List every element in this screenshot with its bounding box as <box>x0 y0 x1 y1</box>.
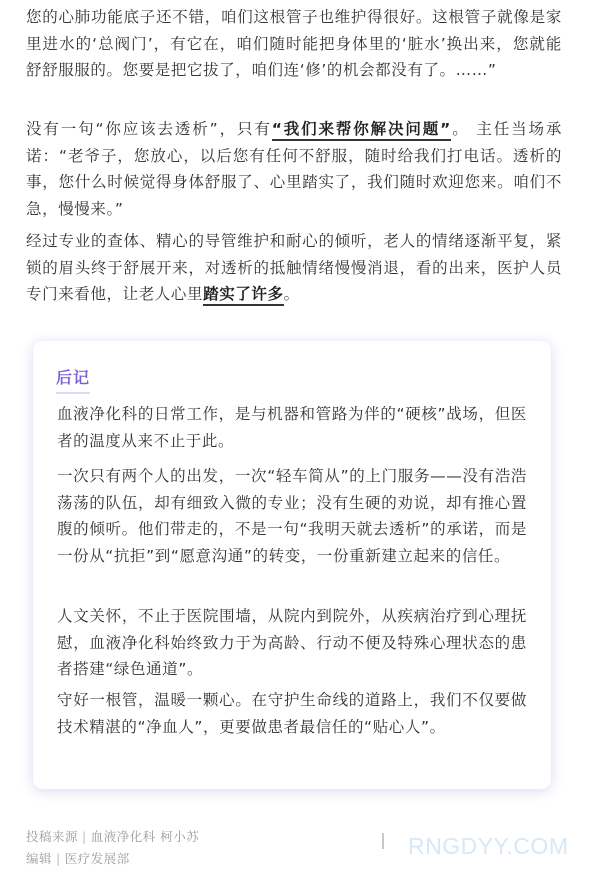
paragraph-3-end: 。 <box>283 285 300 303</box>
footer-separator: | <box>56 851 61 866</box>
source-label: 投稿来源 <box>26 829 79 844</box>
article-paragraph-1: 您的心肺功能底子还不错，咱们这根管子也维护得很好。这根管子就像是家里进水的‘总阀门’，有它在，咱们随时能把身体里的‘脏水’换出来，您就能舒舒服服的。您要是把它拔了，咱们连‘修’的机会都没有了。……” <box>26 8 562 79</box>
source-value: 血液净化科 柯小苏 <box>90 829 200 844</box>
afterword-paragraph: 守好一根管，温暖一颗心。在守护生命线的道路上，我们不仅要做技术精湛的“净血人”，更要做患者最信任的“贴心人”。 <box>57 691 527 736</box>
afterword-card <box>33 341 551 789</box>
article-paragraph-2 <box>26 116 562 222</box>
afterword-paragraph: 血液净化科的日常工作，是与机器和管路为伴的“硬核”战场，但医者的温度从来不止于此。 <box>57 405 527 450</box>
source-credit <box>26 826 199 848</box>
highlight-reassured: 踏实了许多 <box>203 285 284 306</box>
paragraph-2-intro: 没有一句“你应该去透析”，只有 <box>26 120 272 138</box>
afterword-title: 后记 <box>56 365 90 394</box>
editor-value: 医疗发展部 <box>64 851 130 866</box>
watermark-divider <box>382 833 384 849</box>
highlight-solve-problem: “我们来帮你解决问题” <box>272 120 451 141</box>
editor-label: 编辑 <box>26 851 53 866</box>
paragraph-3-intro: 经过专业的查体、精心的导管维护和耐心的倾听，老人的情绪逐渐平复，紧锁的眉头终于舒展开来，对透析的抵触情绪慢慢消退，看的出来，医护人员专门来看他，让老人心里 <box>26 232 562 303</box>
paragraph-2-rest: 。 主任当场承诺：“老爷子，您放心，以后您有任何不舒服，随时给我们打电话。透析的事，您什么时候觉得身体舒服了、心里踏实了，我们随时欢迎您来。咱们不急，慢慢来。” <box>26 120 562 218</box>
footer-separator: | <box>82 829 87 844</box>
article-paragraph-3 <box>26 228 562 308</box>
afterword-paragraph: 一次只有两个人的出发，一次“轻车简从”的上门服务——没有浩浩荡荡的队伍，却有细致入微的专业；没有生硬的劝说，却有推心置腹的倾听。他们带走的，不是一句“我明天就去透析”的承诺，而是一份从“抗拒”到“愿意沟通”的转变，一份重新建立起来的信任。 <box>57 467 527 565</box>
afterword-paragraph: 人文关怀，不止于医院围墙，从院内到院外，从疾病治疗到心理抚慰，血液净化科始终致力于为高龄、行动不便及特殊心理状态的患者搭建“绿色通道”。 <box>57 607 527 678</box>
editor-credit <box>26 848 199 870</box>
site-watermark: RNGDYY.COM <box>408 833 569 859</box>
article-footer <box>26 826 199 870</box>
